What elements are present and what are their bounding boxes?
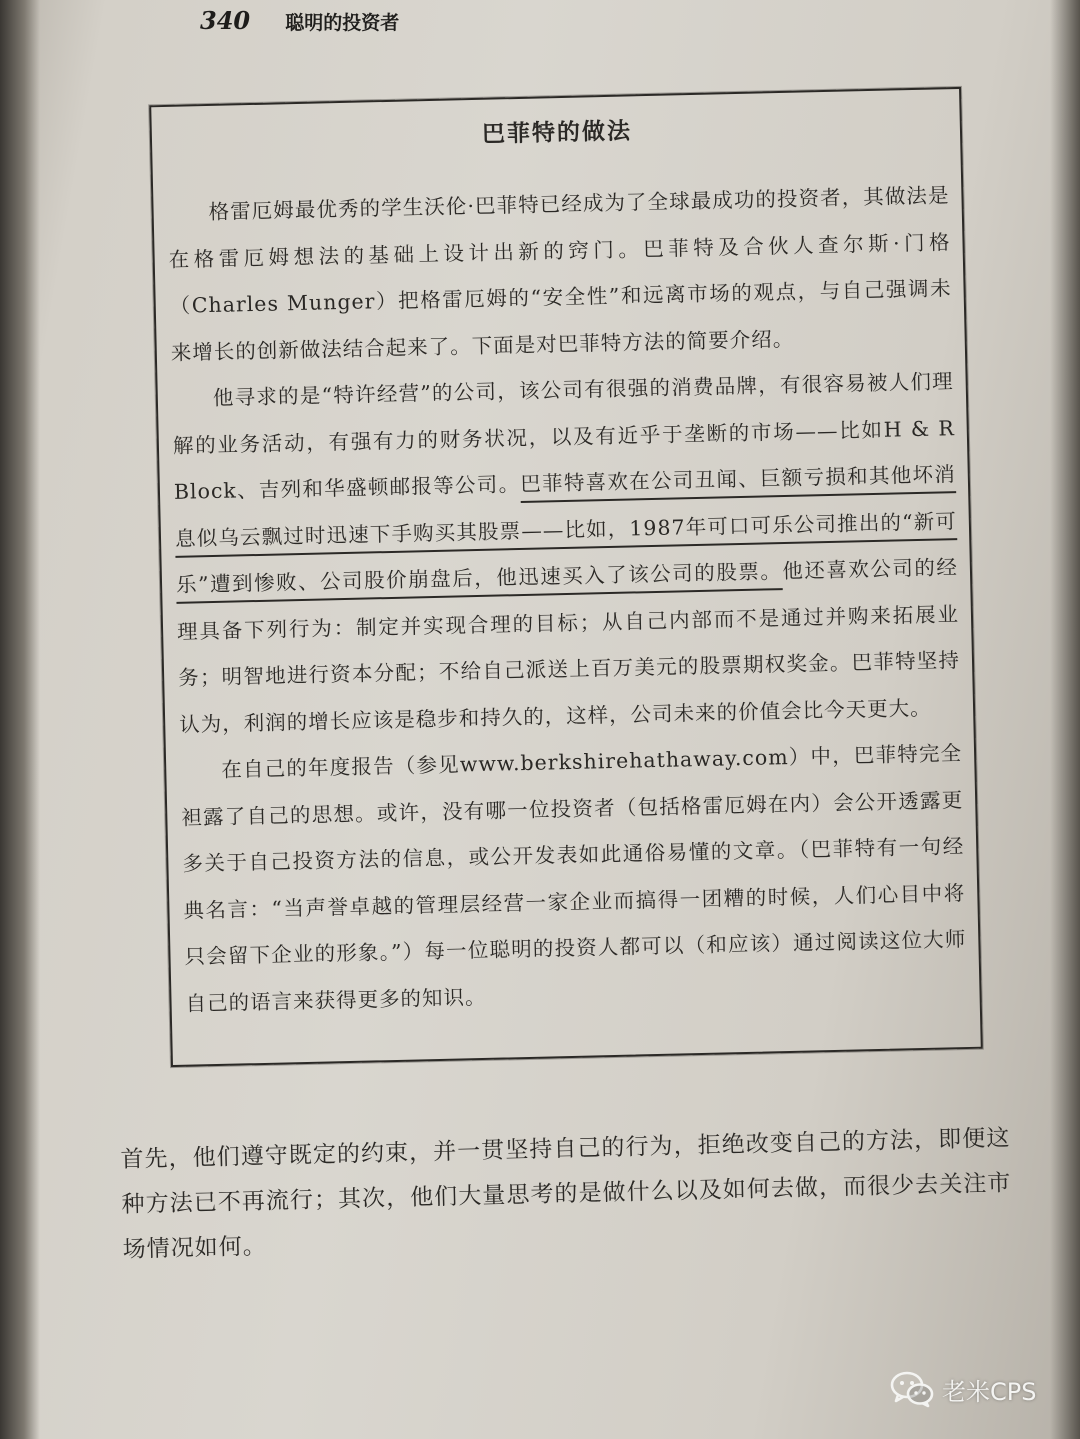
sidebar-title: 巴菲特的做法 bbox=[481, 118, 633, 148]
text-segment: 在自己的年度报告（参见www.berkshirehathaway.com）中，巴菲特完全袒露了自己的思想。或许，没有哪一位投资者（包括格雷厄姆在内）会公开透露更多关于自己投资方法的信息，或公开发表如此通俗易懂的文章。（巴菲特有一句经典名言：“当声誉卓越的管理层经营一家企业而搞得一团糟的时候，人们心目中将只会留下企业的形象。”）每一位聪明的投资人都可以（和应该）通过阅读这位大师自己的语言来获得更多的知识。 bbox=[181, 741, 967, 1016]
running-title: 聪明的投资者 bbox=[285, 12, 400, 34]
page-header bbox=[200, 6, 399, 35]
watermark-label: 老米CPS bbox=[942, 1377, 1037, 1406]
sidebar-box bbox=[149, 87, 983, 1067]
spine-shadow bbox=[0, 0, 40, 1439]
underlined-passage: 巴菲特喜欢在公司丑闻、巨额亏损和其他坏消息似乌云飘过时迅速下手购买其股票——比如，1987年可口可乐公司推出的“新可乐”遭到惨败、公司股价崩盘后，他迅速买入了该公司的股票。 bbox=[174, 462, 958, 597]
sidebar-paragraph bbox=[180, 730, 968, 1027]
sidebar-paragraphs bbox=[167, 172, 968, 1027]
text-segment: 他还喜欢公司的经理具备下列行为：制定并实现合理的目标；从自己内部而不是通过并购来拓展业务；明智地进行资本分配；不给自己派送上百万美元的股票期权奖金。巴菲特坚持认为，利润的增长应该是稳步和持久的，这样，公司未来的价值会比今天更大。 bbox=[176, 555, 961, 737]
watermark bbox=[890, 1370, 1036, 1408]
body-paragraph: 首先，他们遵守既定的约束，并一贯坚持自己的行为，拒绝改变自己的方法，即便这种方法已不再流行；其次，他们大量思考的是做什么以及如何去做，而很少去关注市场情况如何。 bbox=[120, 1125, 1012, 1263]
text-segment: 格雷厄姆最优秀的学生沃伦·巴菲特已经成为了全球最成功的投资者，其做法是在格雷厄姆想法的基础上设计出新的窍门。巴菲特及合伙人查尔斯·门格（Charles Munger）把格雷厄姆的“安全性”和远离市场的观点，与自己强调未来增长的创新做法结合起来了。下面是对巴菲特方法的简要介绍。 bbox=[168, 183, 952, 365]
page-edge-shadow bbox=[1050, 0, 1080, 1439]
text-segment: 他寻求的是“特许经营”的公司，该公司有很强的消费品牌，有很容易被人们理解的业务活动，有强有力的财务状况，以及有近乎于垄断的市场——比如H & R Block、吉列和华盛顿邮报等公司。 bbox=[172, 369, 955, 504]
sidebar-paragraph bbox=[171, 358, 961, 748]
page-number: 340 bbox=[200, 6, 251, 35]
sidebar-paragraph bbox=[167, 172, 953, 376]
wechat-icon bbox=[890, 1370, 934, 1408]
